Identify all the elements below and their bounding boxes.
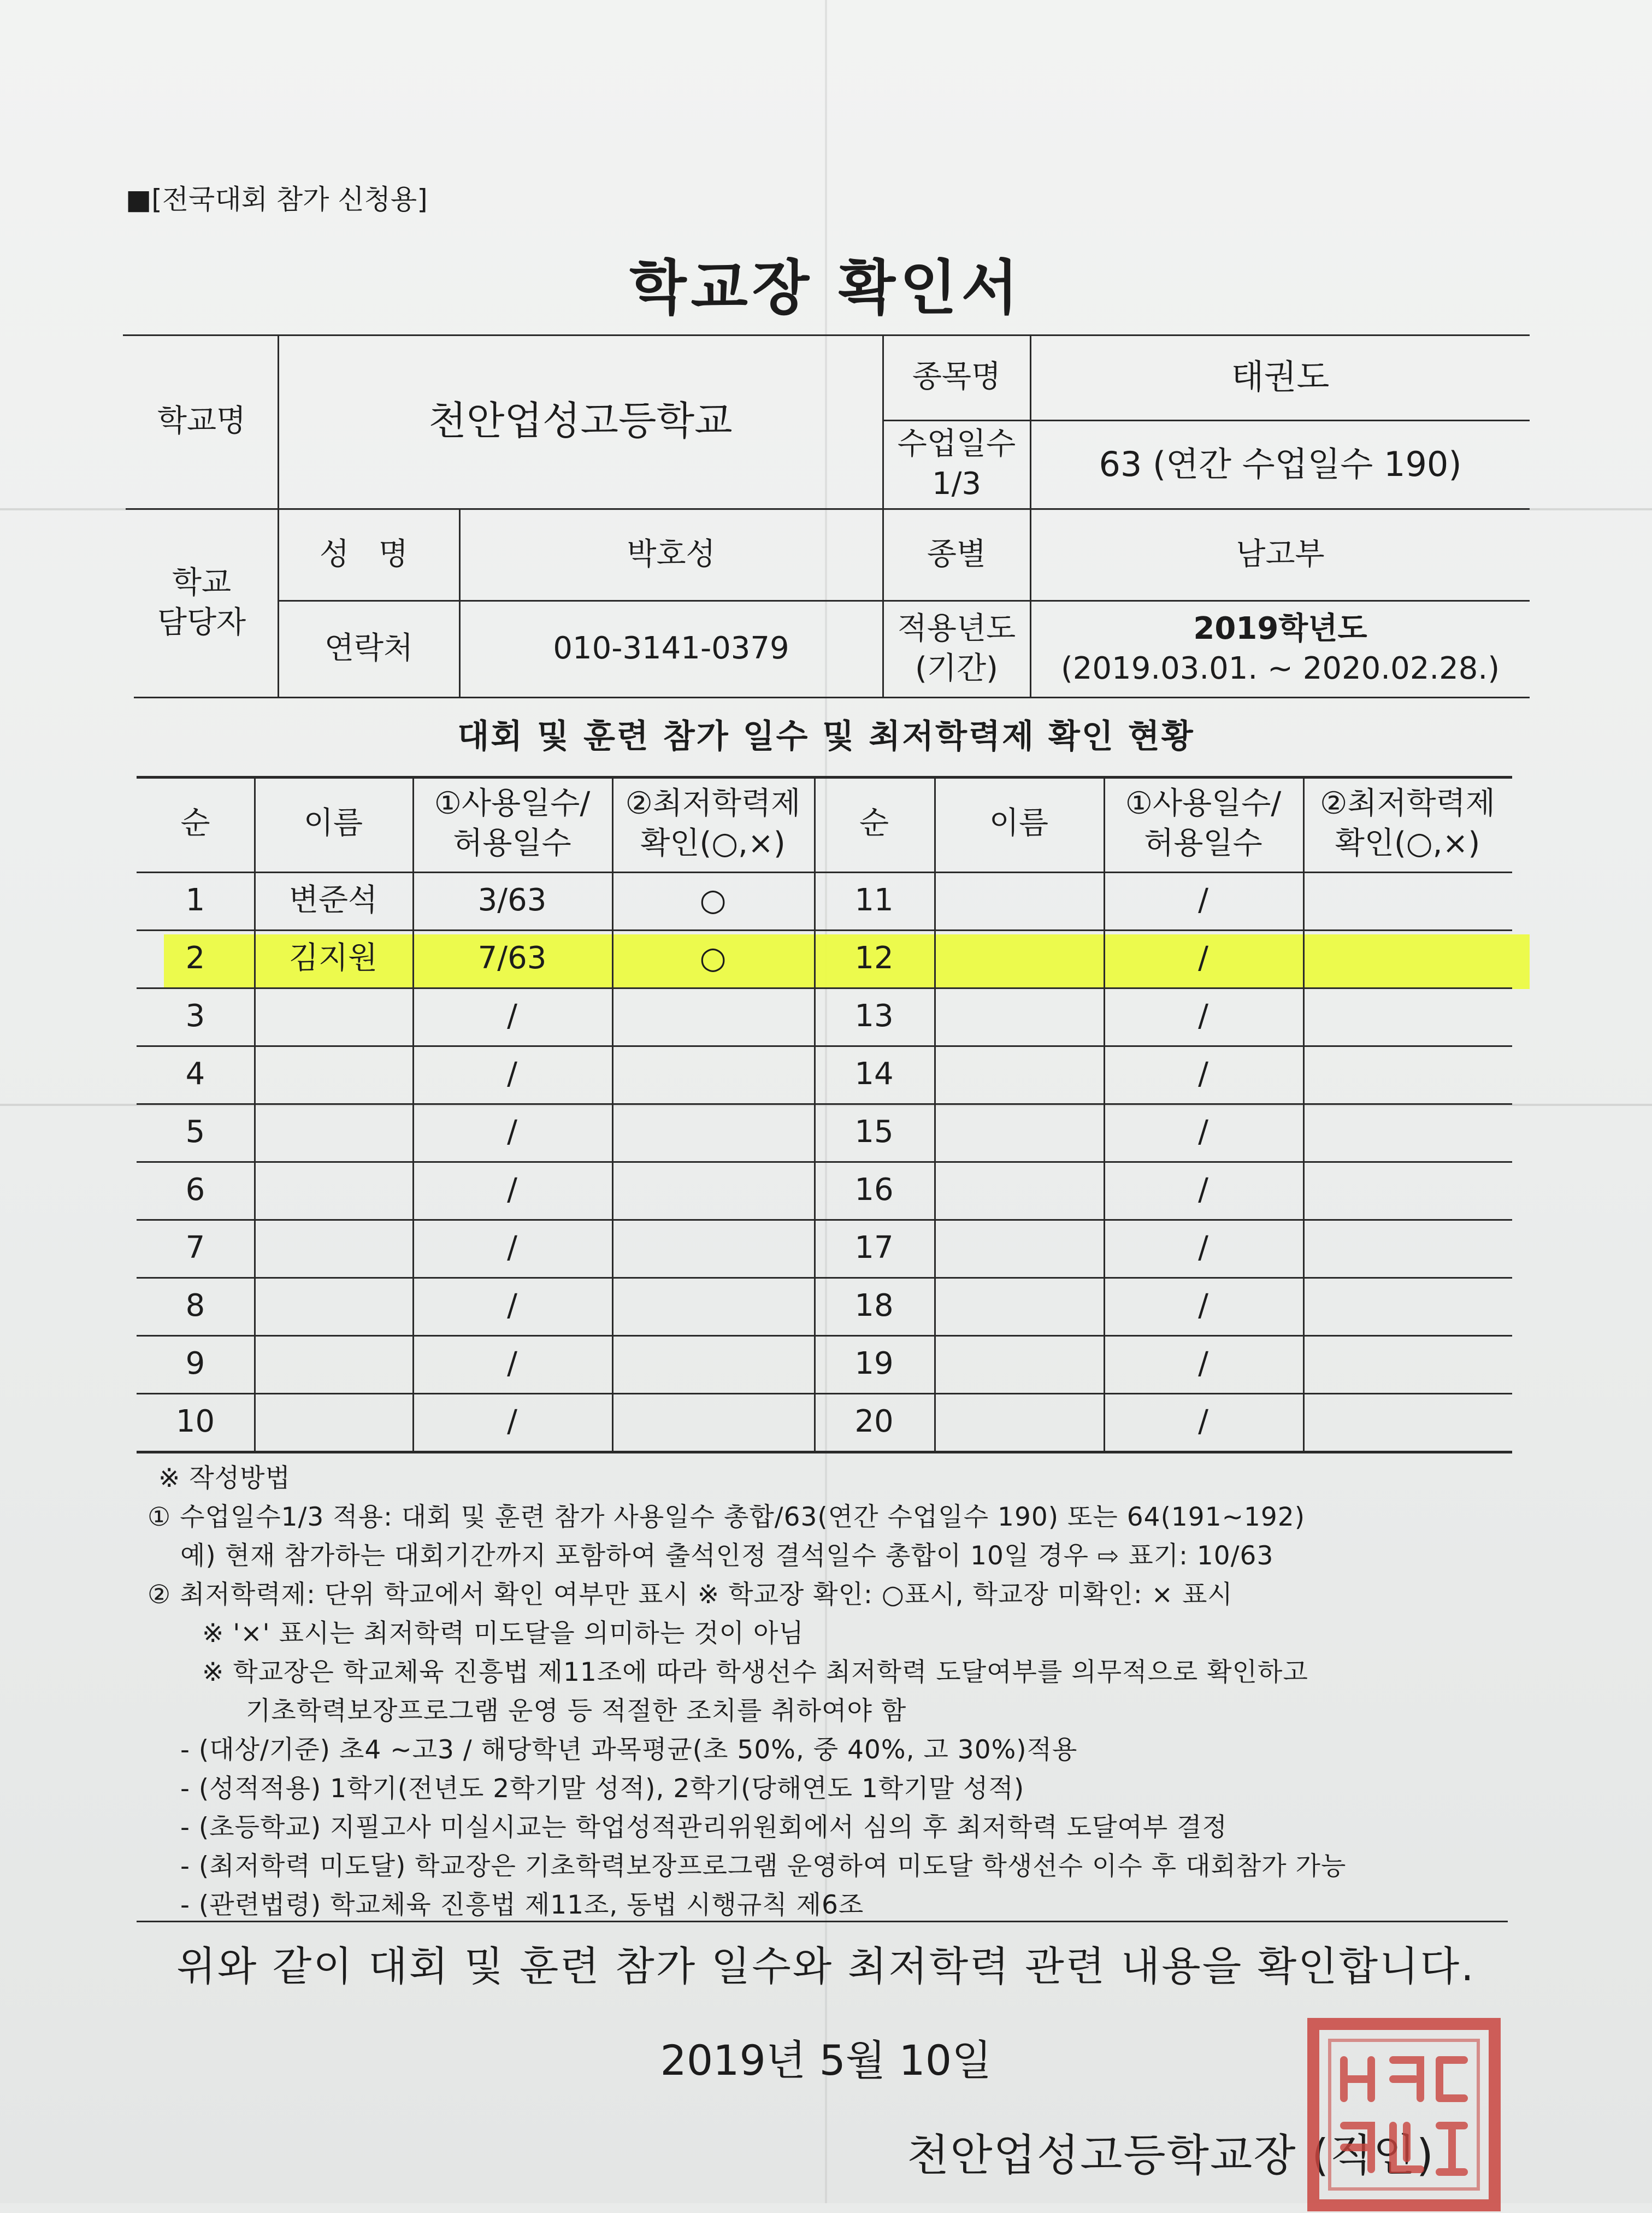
used-days: /: [507, 1229, 517, 1266]
header-min-academic-check-line2: 확인(○,×): [640, 825, 786, 861]
used-days: /: [507, 1056, 517, 1092]
header-used-days-line2: 허용일수: [1144, 825, 1262, 861]
min-academic-check: [1303, 1161, 1512, 1219]
used-days: /: [1198, 1172, 1208, 1208]
row-number: 6: [185, 1172, 205, 1208]
class-days-label-line2: 1/3: [931, 466, 982, 502]
header-used-days-line1: ①사용일수/: [434, 785, 591, 821]
header-min-academic-check: [1303, 776, 1512, 872]
min-academic-check: [1303, 1277, 1512, 1335]
issue-date: 2019년 5월 10일: [660, 2036, 992, 2085]
note-line: 예) 현재 참가하는 대회기간까지 포함하여 출석인정 결석일수 총합이 10일 경우 ⇨ 표기: 10/63: [180, 1541, 1274, 1571]
student-name: [254, 1103, 412, 1161]
student-name: 김지원: [288, 940, 378, 976]
sport-label: 종목명: [912, 358, 1001, 395]
student-name: [254, 1045, 412, 1103]
used-days: /: [507, 1403, 517, 1439]
student-name: [934, 1335, 1104, 1393]
row-number: 5: [185, 1114, 205, 1150]
table-border: [134, 697, 1530, 698]
student-name: [934, 1277, 1104, 1335]
row-number: 11: [854, 882, 894, 918]
student-name: [934, 872, 1104, 929]
note-line: - (최저학력 미도달) 학교장은 기초학력보장프로그램 운영하여 미도달 학생선수 이수 후 대회참가 가능: [180, 1851, 1347, 1881]
student-name: [934, 1045, 1104, 1103]
min-academic-check: [1303, 1335, 1512, 1393]
min-academic-check: [612, 1277, 814, 1335]
row-number: 2: [185, 940, 205, 976]
division-label: 종별: [927, 536, 987, 572]
year-label-line2: (기간): [915, 650, 998, 686]
row-number: 17: [854, 1229, 894, 1266]
header-min-academic-check-line1: ②최저학력제: [1320, 785, 1495, 821]
used-days: /: [507, 1114, 517, 1150]
used-days: /: [1198, 998, 1208, 1034]
section-title: 대회 및 훈련 참가 일수 및 최저학력제 확인 현황: [457, 717, 1195, 756]
row-number: 15: [854, 1114, 894, 1150]
min-academic-check: [612, 1219, 814, 1277]
note-line: - (대상/기준) 초4 ~고3 / 해당학년 과목평균(초 50%, 중 40%, 고 30%)적용: [180, 1735, 1078, 1765]
student-name: [254, 1161, 412, 1219]
row-number: 12: [854, 940, 894, 976]
min-academic-check: ○: [699, 882, 727, 918]
used-days: /: [1198, 1229, 1208, 1266]
min-academic-check: [1303, 929, 1512, 987]
class-days-label: [883, 421, 1030, 508]
used-days: /: [1198, 940, 1208, 976]
official-seal-stamp: [1306, 2016, 1502, 2213]
school-name: 천안업성고등학교: [428, 398, 733, 444]
name-label: 성 명: [320, 536, 418, 572]
year-value-main: 2019학년도: [1193, 610, 1367, 646]
row-number: 4: [185, 1056, 205, 1092]
year-label: [883, 601, 1030, 697]
header-name: 이름: [989, 805, 1049, 841]
row-number: 13: [854, 998, 894, 1034]
used-days: /: [1198, 1114, 1208, 1150]
min-academic-check: [612, 1045, 814, 1103]
used-days: /: [507, 1172, 517, 1208]
header-used-days-line1: ①사용일수/: [1125, 785, 1282, 821]
header-name: 이름: [303, 805, 363, 841]
used-days: /: [1198, 1287, 1208, 1323]
min-academic-check: [1303, 1045, 1512, 1103]
note-line: ※ 학교장은 학교체육 진흥법 제11조에 따라 학생선수 최저학력 도달여부를 의무적으로 확인하고: [202, 1657, 1308, 1687]
notes-heading: ※ 작성방법: [158, 1463, 291, 1493]
student-name: 변준석: [288, 882, 378, 918]
sport-value: 태권도: [1231, 356, 1330, 397]
row-number: 14: [854, 1056, 894, 1092]
row-number: 1: [185, 882, 205, 918]
form-tag: ■[전국대회 참가 신청용]: [126, 184, 428, 215]
note-line: ② 최저학력제: 단위 학교에서 확인 여부만 표시 ※ 학교장 확인: ○표시, 학교장 미확인: × 표시: [148, 1580, 1233, 1610]
note-line: - (관련법령) 학교체육 진흥법 제11조, 동법 시행규칙 제6조: [180, 1890, 864, 1920]
manager-label-line1: 학교: [172, 564, 232, 601]
year-label-line1: 적용년도: [897, 610, 1016, 646]
student-name: [934, 987, 1104, 1045]
min-academic-check: [1303, 1393, 1512, 1451]
used-days: /: [507, 1287, 517, 1323]
min-academic-check: [1303, 1103, 1512, 1161]
min-academic-check: [1303, 987, 1512, 1045]
row-number: 10: [175, 1403, 215, 1439]
student-name: [934, 1393, 1104, 1451]
header-no: 순: [859, 805, 889, 841]
contact-label: 연락처: [324, 631, 414, 667]
header-min-academic-check-line1: ②최저학력제: [625, 785, 801, 821]
row-number: 18: [854, 1287, 894, 1323]
used-days: /: [1198, 1403, 1208, 1439]
student-name: [254, 1277, 412, 1335]
used-days: 7/63: [477, 940, 547, 976]
min-academic-check: [1303, 872, 1512, 929]
row-number: 8: [185, 1287, 205, 1323]
contact-value: 010-3141-0379: [553, 631, 789, 667]
min-academic-check: ○: [699, 940, 727, 976]
used-days: /: [1198, 1056, 1208, 1092]
school-label: 학교명: [157, 403, 246, 439]
note-line: - (성적적용) 1학기(전년도 2학기말 성적), 2학기(당해연도 1학기말 성적): [180, 1774, 1025, 1804]
note-line: 기초학력보장프로그램 운영 등 적절한 조치를 취하여야 함: [246, 1696, 907, 1726]
used-days: /: [507, 1345, 517, 1381]
note-line: ※ '×' 표시는 최저학력 미도달을 의미하는 것이 아님: [202, 1618, 804, 1649]
used-days: 3/63: [477, 882, 547, 918]
student-name: [254, 987, 412, 1045]
min-academic-check: [612, 1103, 814, 1161]
division-value: 남고부: [1236, 536, 1325, 572]
min-academic-check: [612, 987, 814, 1045]
header-used-days: [1104, 776, 1303, 872]
year-period: (2019.03.01. ~ 2020.02.28.): [1060, 650, 1500, 686]
table-border: [137, 1451, 1512, 1453]
student-name: [254, 1219, 412, 1277]
row-number: 20: [854, 1403, 894, 1439]
used-days: /: [1198, 1345, 1208, 1381]
row-number: 16: [854, 1172, 894, 1208]
min-academic-check: [612, 1335, 814, 1393]
year-value: [1031, 601, 1530, 697]
header-min-academic-check-line2: 확인(○,×): [1335, 825, 1480, 861]
student-name: [934, 1161, 1104, 1219]
header-no: 순: [180, 805, 210, 841]
student-name: [254, 1335, 412, 1393]
row-number: 3: [185, 998, 205, 1034]
min-academic-check: [612, 1393, 814, 1451]
row-number: 19: [854, 1345, 894, 1381]
header-min-academic-check: [612, 776, 814, 872]
notes-divider: [137, 1921, 1508, 1922]
student-name: [934, 1219, 1104, 1277]
note-line: - (초등학교) 지필고사 미실시교는 학업성적관리위원회에서 심의 후 최저학력 도달여부 결정: [180, 1812, 1228, 1843]
class-days-value: 63 (연간 수업일수 190): [1099, 444, 1462, 484]
confirmation-statement: 위와 같이 대회 및 훈련 참가 일수와 최저학력 관련 내용을 확인합니다.: [176, 1943, 1476, 1990]
document-title: 학교장 확인서: [629, 254, 1023, 322]
row-number: 9: [185, 1345, 205, 1381]
row-number: 7: [185, 1229, 205, 1266]
min-academic-check: [1303, 1219, 1512, 1277]
min-academic-check: [612, 1161, 814, 1219]
manager-label-line2: 담당자: [157, 604, 246, 640]
used-days: /: [1198, 882, 1208, 918]
student-name: [934, 929, 1104, 987]
class-days-label-line1: 수업일수: [897, 426, 1016, 462]
principal-signature-line: 천안업성고등학교장 (직인): [907, 2130, 1435, 2181]
student-name: [254, 1393, 412, 1451]
manager-name: 박호성: [627, 536, 716, 572]
manager-label: [126, 509, 278, 697]
used-days: /: [507, 998, 517, 1034]
header-used-days-line2: 허용일수: [453, 825, 571, 861]
student-name: [934, 1103, 1104, 1161]
header-used-days: [412, 776, 612, 872]
note-line: ① 수업일수1/3 적용: 대회 및 훈련 참가 사용일수 총합/63(연간 수업일수 190) 또는 64(191~192): [148, 1502, 1306, 1532]
